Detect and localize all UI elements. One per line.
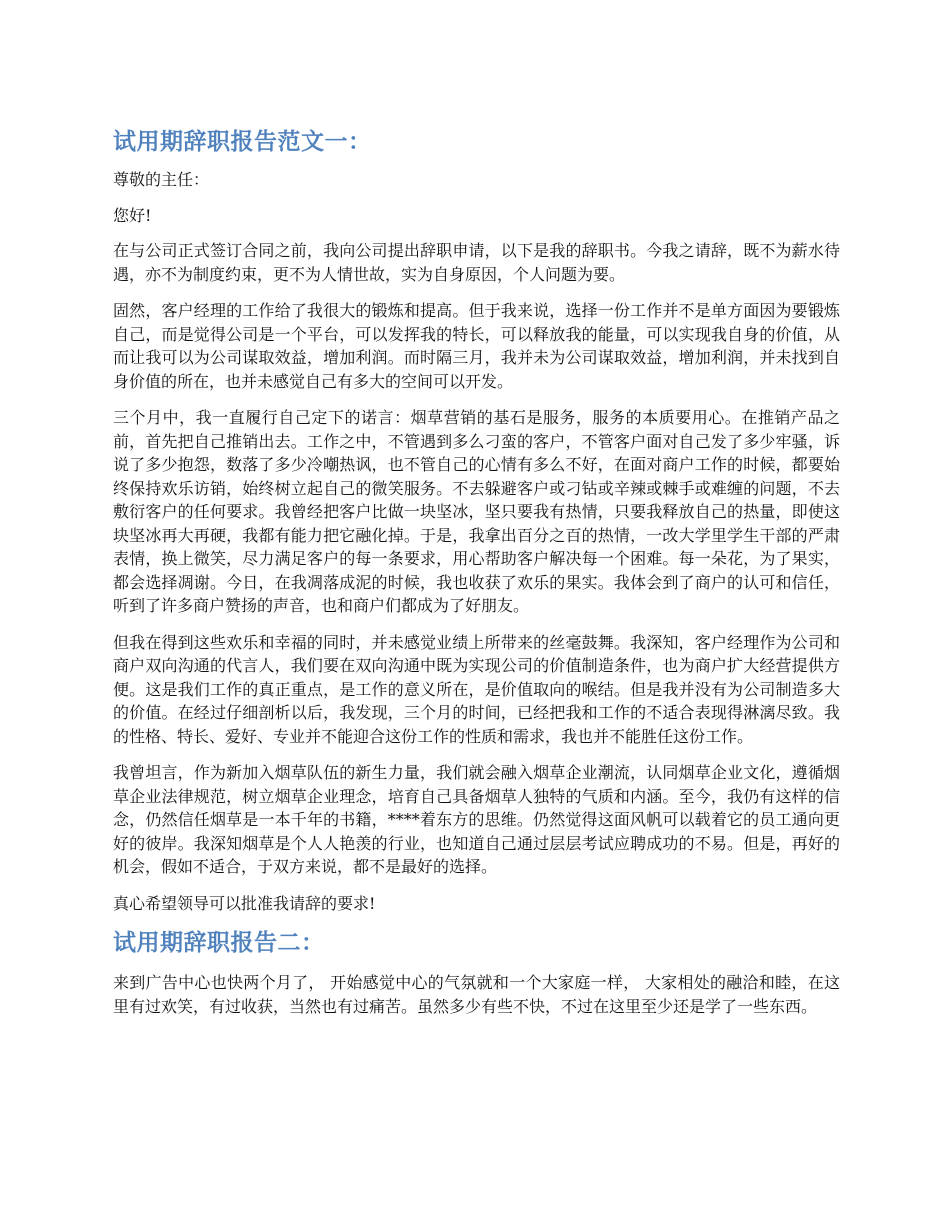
greeting: 您好!: [113, 205, 152, 225]
section-1-paragraph-1: 在与公司正式签订合同之前，我向公司提出辞职申请，以下是我的辞职书。今我之请辞，既不为薪水待遇，亦不为制度约束，更不为人情世故，实为自身原因，个人问题为要。: [113, 241, 840, 284]
section-2-paragraph-1: 来到广告中心也快两个月了， 开始感觉中心的气氛就和一个大家庭一样， 大家相处的融洽和睦，在这里有过欢笑，有过收获，当然也有过痛苦。虽然多少有些不快，不过在这里至少还是学了一些东西。: [113, 973, 840, 1016]
salutation: 尊敬的主任：: [113, 170, 210, 189]
section-1-paragraph-2: 固然，客户经理的工作给了我很大的锻炼和提高。但于我来说，选择一份工作并不是单方面因为要锻炼自己，而是觉得公司是一个平台，可以发挥我的特长，可以释放我的能量，可以实现我自身的价值，从而让我可以为公司谋取效益，增加利润。而时隔三月，我并未为公司谋取效益，增加利润，并未找到自身价值的所在，也并未感觉自己有多大的空间可以开发。: [113, 301, 840, 391]
section-1-paragraph-3: 三个月中，我一直履行自己定下的诺言：烟草营销的基石是服务，服务的本质要用心。在推销产品之前，首先把自己推销出去。工作之中，不管遇到多么刁蛮的客户，不管客户面对自己发了多少牢骚，诉说了多少抱怨，数落了多少冷嘲热讽，也不管自己的心情有多么不好，在面对商户工作的时候，都要始终保持欢乐访销，始终树立起自己的微笑服务。不去躲避客户或刁钻或辛辣或棘手或难缠的问题，不去敷衍客户的任何要求。我曾经把客户比做一块坚冰，坚只要我有热情，只要我释放自己的热量，即使这块坚冰再大再硬，我都有能力把它融化掉。于是，我拿出百分之百的热情，一改大学里学生干部的严肃表情，换上微笑，尽力满足客户的每一条要求，用心帮助客户解决每一个困难。每一朵花，为了果实，都会选择凋谢。今日，在我凋落成泥的时候，我也收获了欢乐的果实。我体会到了商户的认可和信任，听到了许多商户赞扬的声音，也和商户们都成为了好朋友。: [113, 408, 840, 615]
section-1-paragraph-4: 但我在得到这些欢乐和幸福的同时，并未感觉业绩上所带来的丝毫鼓舞。我深知，客户经理作为公司和商户双向沟通的代言人，我们要在双向沟通中既为实现公司的价值制造条件，也为商户扩大经营提供方便。这是我们工作的真正重点，是工作的意义所在，是价值取向的喉结。但是我并没有为公司制造多大的价值。在经过仔细剖析以后，我发现，三个月的时间，已经把我和工作的不适合表现得淋漓尽致。我的性格、特长、爱好、专业并不能迎合这份工作的性质和需求，我也并不能胜任这份工作。: [113, 632, 840, 746]
document-body: [113, 126, 840, 1031]
section-1-paragraph-5: 我曾坦言，作为新加入烟草队伍的新生力量，我们就会融入烟草企业潮流，认同烟草企业文化，遵循烟草企业法律规范，树立烟草企业理念，培育自己具备烟草人独特的气质和内涵。至今，我仍有这样的信念，仍然信任烟草是一本千年的书籍，****着东方的思维。仍然觉得这面风帆可以载着它的员工通向更好的彼岸。我深知烟草是个人人艳羡的行业，也知道自己通过层层考试应聘成功的不易。但是，再好的机会，假如不适合，于双方来说，都不是最好的选择。: [113, 763, 840, 876]
section-2-title: 试用期辞职报告二：: [113, 930, 325, 956]
section-1-title: 试用期辞职报告范文一：: [113, 129, 372, 155]
closing-line: 真心希望领导可以批准我请辞的要求!: [113, 893, 376, 913]
